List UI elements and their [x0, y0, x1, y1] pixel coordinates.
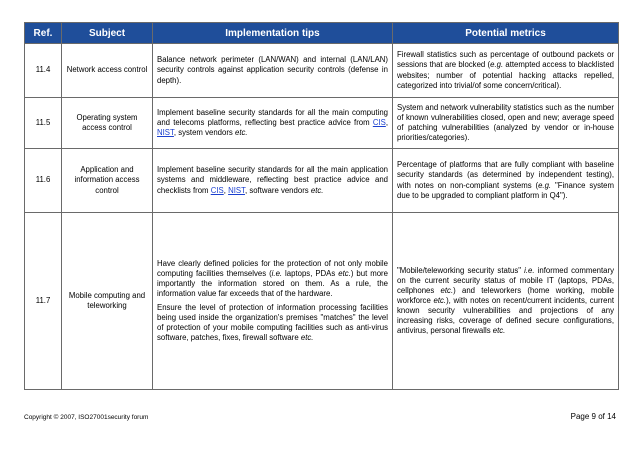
row-metrics: Firewall statistics such as percentage of outbound packets or sessions that are blocked (e.g. attempted access to blacklisted websites; number of potential hacking attacks repelled, categorized into trivial/of some concern/critical).	[393, 44, 619, 98]
cis-link[interactable]: CIS	[372, 117, 386, 127]
row-subject: Mobile computing and teleworking	[62, 213, 153, 390]
row-tips: Implement baseline security standards for all the main application systems and middleware, reflecting best practice advice and checklists from CIS, NIST, software vendors etc.	[153, 149, 393, 213]
nist-link[interactable]: NIST	[228, 185, 245, 195]
row-tips: Balance network perimeter (LAN/WAN) and internal (LAN/LAN) security controls against application security controls (defense in depth).	[153, 44, 393, 98]
row-subject: Operating system access control	[62, 98, 153, 149]
row-ref: 11.4	[25, 44, 62, 98]
cis-link[interactable]: CIS	[210, 185, 224, 195]
metrics-table	[24, 22, 619, 390]
header-metrics: Potential metrics	[393, 23, 619, 44]
row-tips	[153, 213, 393, 390]
header-ref: Ref.	[25, 23, 62, 44]
table-row	[25, 44, 619, 98]
tips-paragraph-2: Ensure the level of protection of information processing facilities being used inside the organization's premises "matches" the level of protection of your mobile computing facilities such as anti-virus software, patches, fixes, firewall software etc.	[157, 302, 388, 342]
row-ref: 11.7	[25, 213, 62, 390]
nist-link[interactable]: NIST	[157, 128, 174, 138]
header-subject: Subject	[62, 23, 153, 44]
tips-paragraph-1: Have clearly defined policies for the protection of not only mobile computing facilities themselves (i.e. laptops, PDAs etc.) but more importantly the information stored on them. As a rule, the information value far exceeds that of the hardware.	[157, 259, 388, 299]
page-number: Page 9 of 14	[570, 412, 616, 421]
table-row	[25, 213, 619, 390]
copyright-notice: Copyright © 2007, ISO27001security forum	[24, 414, 149, 421]
row-ref: 11.6	[25, 149, 62, 213]
row-metrics: System and network vulnerability statistics such as the number of known vulnerabilities closed, open and new; average speed of patching vulnerabilities (analyzed by vendor or in-house priorities/categories).	[393, 98, 619, 149]
row-subject: Application and information access control	[62, 149, 153, 213]
table-row	[25, 149, 619, 213]
row-metrics: Percentage of platforms that are fully compliant with baseline security standards (as determined by independent testing), with notes on non-compliant systems (e.g. "Finance system due to be upgraded to compliant platform in Q4").	[393, 149, 619, 213]
header-tips: Implementation tips	[153, 23, 393, 44]
row-tips: Implement baseline security standards for all the main computing and telecoms platforms, reflecting best practice advice from CIS, NIST, system vendors etc.	[153, 98, 393, 149]
row-metrics: "Mobile/teleworking security status" i.e. informed commentary on the current security status of mobile IT (laptops, PDAs, cellphones etc.) and teleworkers (home working, mobile workforce etc.), with notes on recent/current incidents, current known security vulnerabilities and projections of any increasing risks, coverage of defined secure configurations, antivirus, personal firewalls etc.	[393, 213, 619, 390]
table-row	[25, 98, 619, 149]
table-header-row	[25, 23, 619, 44]
row-subject: Network access control	[62, 44, 153, 98]
row-ref: 11.5	[25, 98, 62, 149]
